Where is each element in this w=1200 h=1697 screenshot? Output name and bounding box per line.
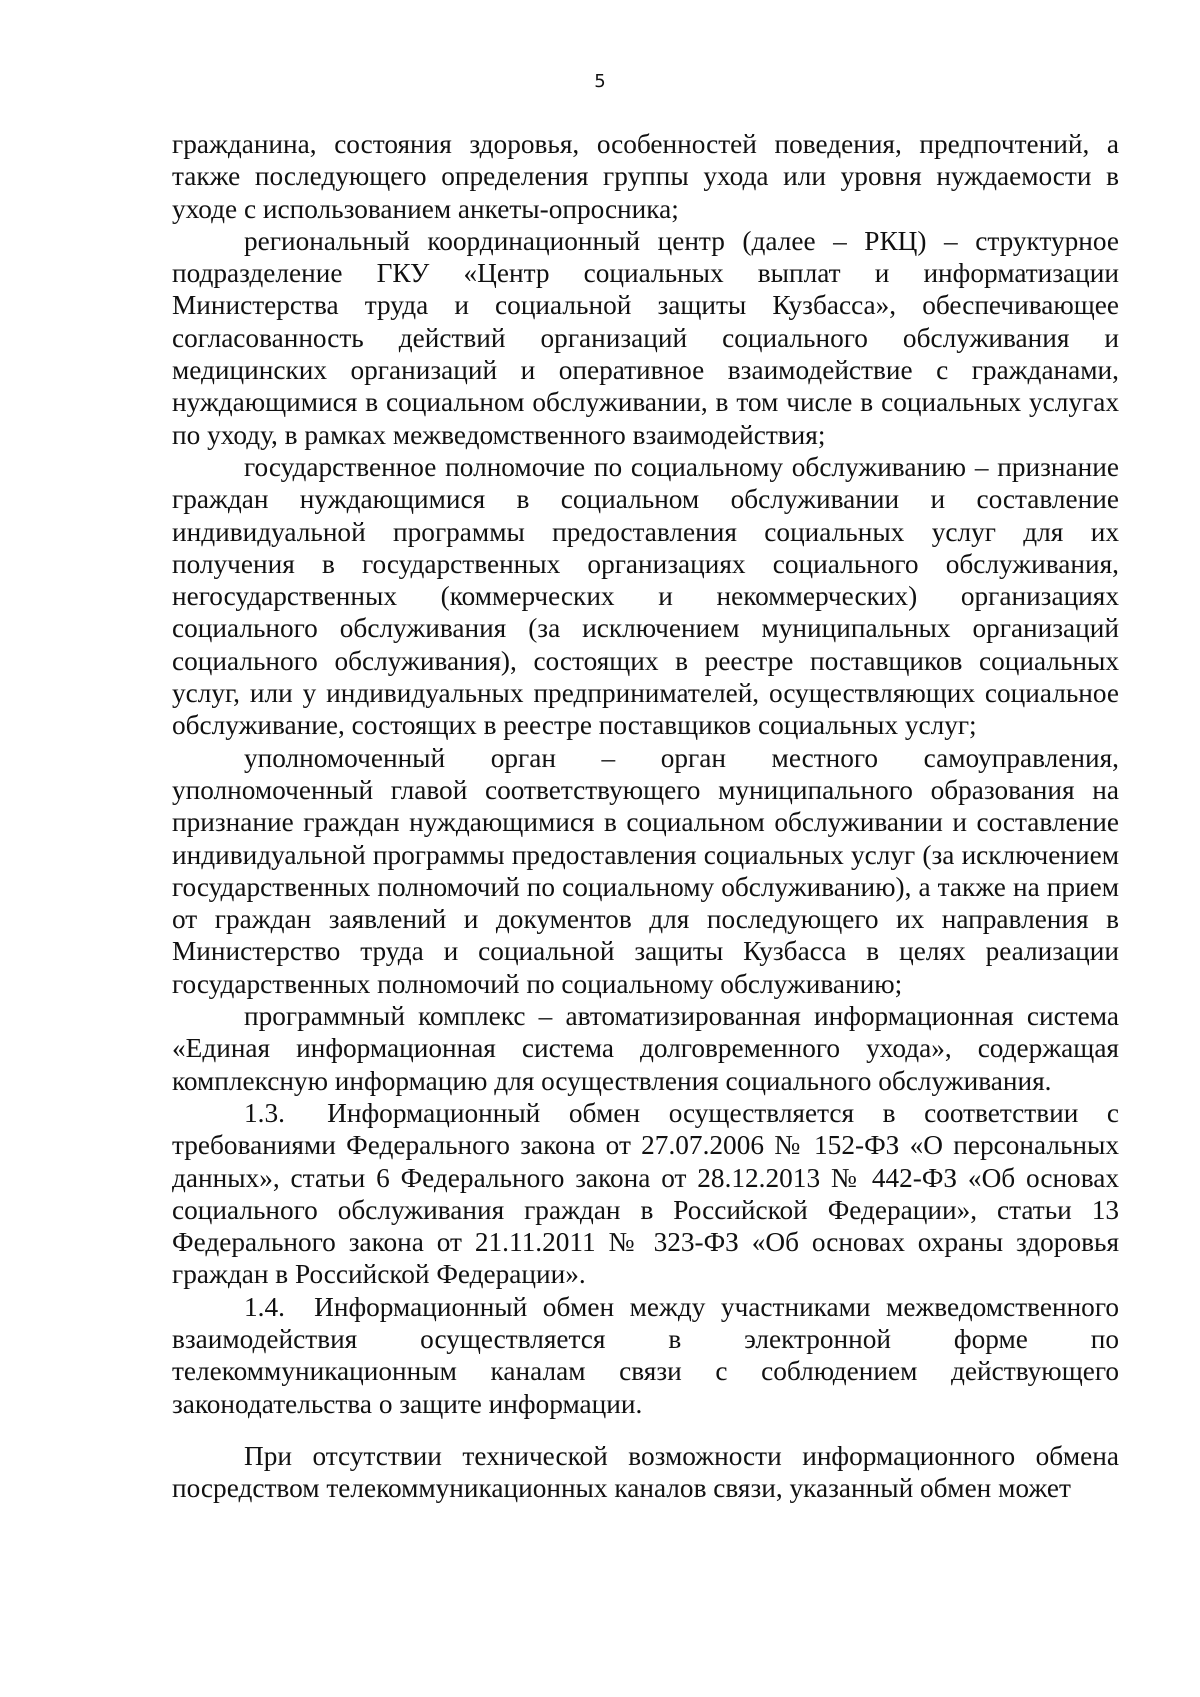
paragraph-clause-1-4: 1.4. Информационный обмен между участниками межведомственного взаимодействия осуществляется в электронной форме по телекоммуникационным каналам связи с соблюдением действующего законодательства о защите информации. (172, 1291, 1119, 1419)
paragraph-software-complex-definition: программный комплекс – автоматизированная информационная система «Единая информационная система долговременного ухода», содержащая комплексную информацию для осуществления социального обслуживания. (172, 1001, 1119, 1096)
paragraph-clause-1-3: 1.3. Информационный обмен осуществляется в соответствии с требованиями Федерального закона от 27.07.2006 № 152-ФЗ «О персональных данных», статьи 6 Федерального закона от 28.12.2013 № 442-ФЗ «Об основах социального обслуживания граждан в Российской Федерации», статьи 13 Федерального закона от 21.11.2011 № 323-ФЗ «Об основах охраны здоровья граждан в Российской Федерации». (172, 1097, 1119, 1290)
paragraph-authorized-body-definition: уполномоченный орган – орган местного самоуправления, уполномоченный главой соответствующего муниципального образования на признание граждан нуждающимися в социальном обслуживании и составление индивидуальной программы предоставления социальных услуг (за исключением государственных полномочий по социальному обслуживанию), а также на прием от граждан заявлений и документов для последующего их направления в Министерство труда и социальной защиты Кузбасса в целях реализации государственных полномочий по социальному обслуживанию; (172, 742, 1119, 999)
paragraph-continuation: гражданина, состояния здоровья, особенностей поведения, предпочтений, а также последующего определения группы ухода или уровня нуждаемости в уходе с использованием анкеты-опросника; (172, 129, 1119, 224)
paragraph-no-technical-possibility: При отсутствии технической возможности информационного обмена посредством телекоммуникационных каналов связи, указанный обмен может (172, 1440, 1119, 1504)
page-number: 5 (594, 71, 606, 92)
paragraph-rkc-definition: региональный координационный центр (далее – РКЦ) – структурное подразделение ГКУ «Центр социальных выплат и информатизации Министерства труда и социальной защиты Кузбасса», обеспечивающее согласованность действий организаций социального обслуживания и медицинских организаций и оперативное взаимодействие с гражданами, нуждающимися в социальном обслуживании, в том числе в социальных услугах по уходу, в рамках межведомственного взаимодействия; (172, 225, 1119, 450)
document-body (172, 128, 1119, 1504)
paragraph-state-authority-definition: государственное полномочие по социальному обслуживанию – признание граждан нуждающимися в социальном обслуживании и составление индивидуальной программы предоставления социальных услуг для их получения в государственных организациях социального обслуживания, негосударственных (коммерческих и некоммерческих) организациях социального обслуживания (за исключением муниципальных организаций социального обслуживания), состоящих в реестре поставщиков социальных услуг, или у индивидуальных предпринимателей, осуществляющих социальное обслуживание, состоящих в реестре поставщиков социальных услуг; (172, 451, 1119, 741)
